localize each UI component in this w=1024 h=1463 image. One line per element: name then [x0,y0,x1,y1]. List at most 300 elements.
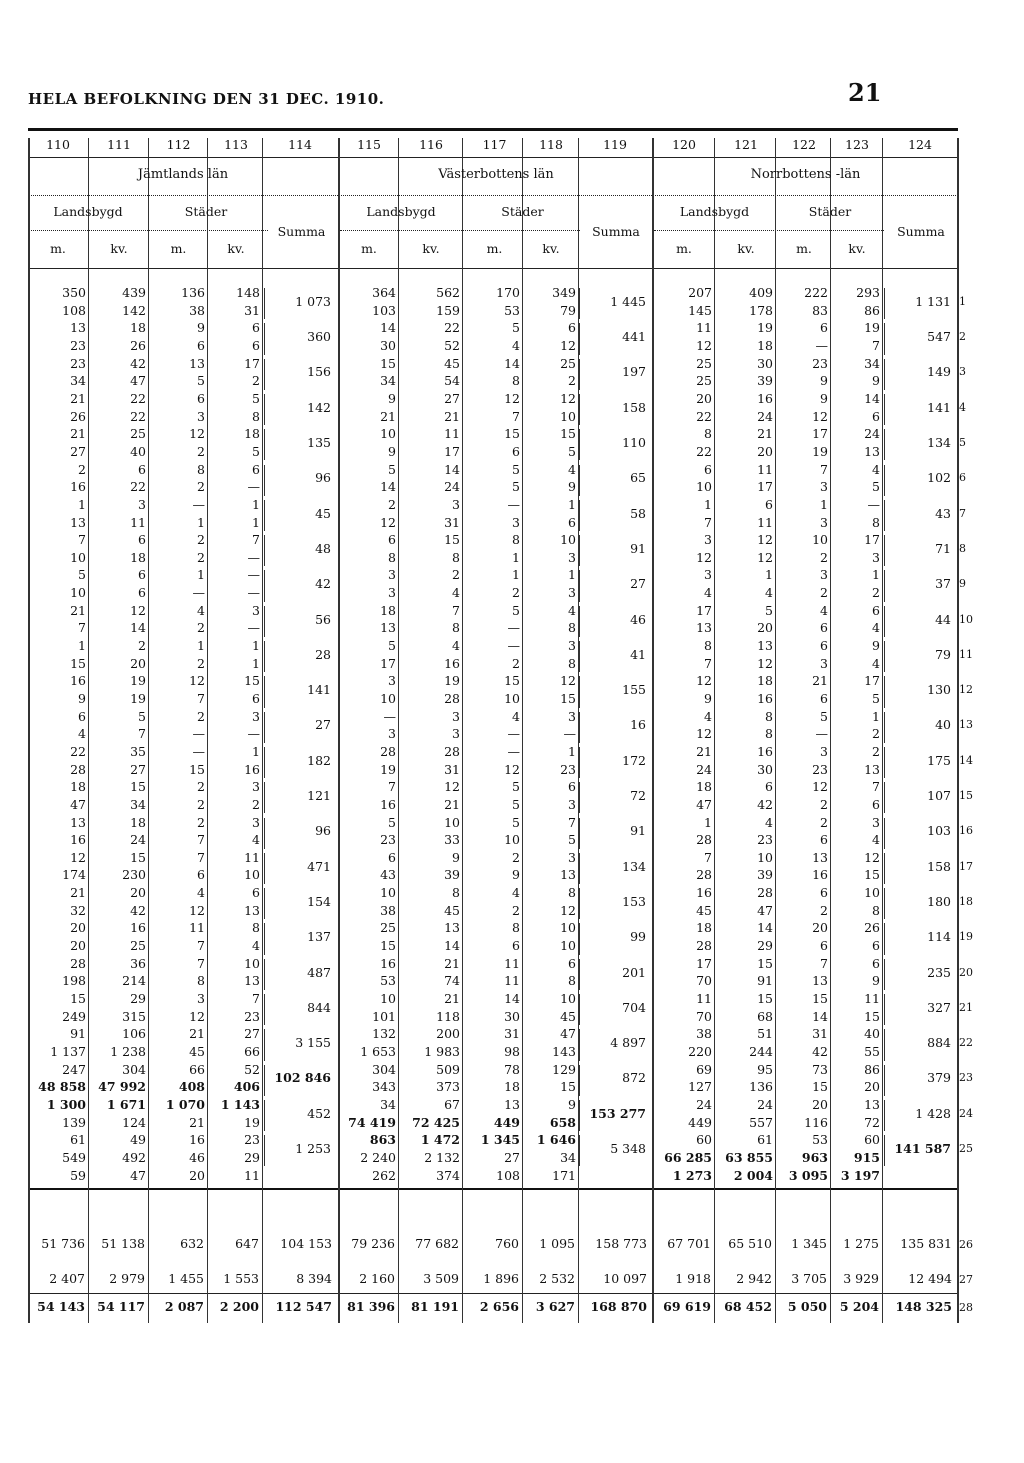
table-cell: 6 [388,849,396,865]
row-sum: 103 [927,823,951,839]
row-sum: 27 [630,576,646,592]
table-cell: 3 [512,514,520,530]
row-sum: 153 [622,893,646,909]
table-cell: 28 [444,691,460,706]
table-cell: 5 [872,691,880,706]
pair-brace [579,747,583,778]
table-cell: 34 [130,796,146,812]
row-sum: 1 428 [915,1105,951,1121]
table-cell: — [507,638,520,653]
total-cell: 77 682 [415,1236,459,1251]
table-cell: 10 [560,532,576,548]
table-cell: 6 [197,337,205,353]
table-cell: 373 [436,1079,460,1095]
table-cell: 8 [512,373,520,389]
table-cell: 2 [252,373,260,389]
table-cell: 10 [504,832,520,848]
table-cell: 22 [696,408,712,424]
table-cell: 6 [512,443,520,459]
table-cell: 46 [189,1149,205,1165]
table-cell: 39 [444,867,460,883]
table-cell: 4 [512,885,520,901]
row-number: 20 [959,965,973,979]
pair-brace [884,288,888,319]
total-cell: 79 236 [351,1236,395,1251]
table-cell: 220 [688,1043,712,1059]
row-sum: 37 [935,576,951,592]
table-cell: 9 [78,691,86,706]
table-cell: 28 [696,867,712,883]
table-cell: 8 [872,902,880,918]
table-cell: 3 [252,602,260,618]
table-cell: 21 [189,1026,205,1042]
table-cell: 11 [130,514,146,530]
table-cell: 16 [757,390,773,406]
table-cell: 4 [872,832,880,848]
table-cell: 12 [757,532,773,548]
pair-brace [264,923,268,954]
table-cell: 6 [252,320,260,336]
row-sum: 141 587 [894,1141,951,1156]
row-number: 5 [959,436,966,449]
header-stader: Städer [501,204,544,219]
table-cell: 349 [552,285,576,300]
table-cell: 3 [568,549,576,565]
table-cell: 2 [197,532,205,548]
table-cell: 16 [696,885,712,901]
row-sum: 45 [315,505,331,521]
table-cell: 12 [812,408,828,424]
table-cell: 4 [512,337,520,353]
table-cell: 53 [812,1132,828,1148]
header-landsbygd: Landsbygd [366,204,436,219]
table-cell: 12 [560,337,576,353]
table-cell: 1 [820,496,828,512]
table-cell: 23 [812,761,828,777]
row-sum: 156 [307,364,331,380]
table-cell: 9 [388,443,396,459]
rule-sub3 [654,230,884,231]
table-cell: 1 [252,638,260,653]
table-cell: 13 [812,849,828,865]
table-cell: 1 [512,549,520,565]
table-cell: 70 [696,1008,712,1024]
table-cell: 1 137 [50,1043,86,1059]
pair-brace [579,712,583,743]
row-sum: 102 846 [274,1070,331,1086]
table-cell: 27 [504,1149,520,1165]
table-cell: 2 [512,585,520,600]
pair-brace [579,641,583,672]
pair-brace [264,500,268,531]
table-cell: 32 [70,902,86,918]
row-sum: 42 [315,576,331,592]
table-cell: 5 [388,814,396,830]
table-cell: 6 [138,585,146,600]
table-cell: 1 [765,567,773,583]
table-cell: 34 [380,373,396,389]
pair-brace [579,853,583,884]
table-cell: 31 [444,514,460,530]
table-cell: 5 [568,832,576,848]
table-cell: 7 [197,691,205,706]
table-cell: 1 238 [110,1043,146,1059]
row-sum: 44 [935,611,951,627]
table-cell: 18 [696,779,712,795]
total-cell: 1 095 [539,1236,575,1251]
pair-brace [264,782,268,813]
table-cell: 7 [820,461,828,477]
rule-colnum [28,157,958,158]
header-kv: kv. [737,241,755,256]
table-cell: 21 [812,673,828,689]
table-cell: 34 [70,373,86,389]
pair-brace [579,1065,583,1096]
table-cell: — [563,726,576,742]
table-cell: 8 [568,620,576,636]
table-cell: 1 [568,496,576,512]
table-cell: 2 [512,849,520,865]
total-cell: 2 160 [359,1271,395,1286]
pair-brace [264,994,268,1025]
row-sum: 135 [307,435,331,450]
pair-brace [264,465,268,496]
table-cell: 12 [757,655,773,671]
table-cell: 170 [496,285,520,300]
table-cell: 74 419 [348,1114,396,1130]
table-cell: 16 [757,691,773,706]
pair-brace [884,712,888,743]
table-cell: 9 [568,479,576,495]
table-cell: 18 [244,426,260,442]
header-landsbygd: Landsbygd [679,204,750,219]
table-cell: 72 [864,1114,880,1130]
table-cell: 13 [70,320,86,336]
table-cell: 15 [864,1008,880,1024]
table-cell: 29 [757,938,773,953]
table-cell: — [247,620,260,636]
row-sum: 180 [927,893,951,909]
pair-brace [579,500,583,531]
pair-brace [884,535,888,566]
table-cell: 47 [130,373,146,389]
table-cell: 11 [244,849,260,865]
row-number: 7 [959,506,966,520]
pair-brace [884,394,888,425]
table-cell: 4 [197,602,205,618]
table-cell: 15 [757,955,773,971]
table-cell: 3 [388,726,396,742]
table-cell: 658 [549,1114,576,1130]
header-m: m. [50,241,66,256]
table-cell: 8 [512,532,520,548]
table-cell: 12 [696,726,712,742]
row-number: 2 [959,330,966,344]
total-cell: 3 705 [791,1271,827,1286]
row-sum: 327 [927,999,951,1015]
table-cell: 4 [872,655,880,671]
table-cell: — [192,496,205,512]
column-number: 118 [539,137,563,152]
table-cell: 24 [757,408,773,424]
table-cell: 12 [696,337,712,353]
table-cell: 214 [122,973,146,989]
table-cell: 2 [197,549,205,565]
table-cell: 5 [512,814,520,830]
table-cell: 48 858 [38,1079,86,1095]
table-cell: 15 [864,867,880,883]
table-cell: 9 [197,320,205,336]
table-cell: 19 [380,761,396,777]
table-cell: 35 [130,743,146,759]
table-cell: 6 [568,514,576,530]
header-kv: kv. [848,241,866,256]
table-cell: 98 [504,1043,520,1059]
row-number: 13 [959,718,973,732]
table-cell: 2 [197,655,205,671]
pair-brace [884,818,888,849]
table-cell: 9 [512,867,520,883]
table-cell: — [247,726,260,742]
column-divider [522,138,523,1323]
table-cell: 19 [444,673,460,689]
table-cell: 2 [252,796,260,812]
pair-brace [579,1135,583,1166]
table-cell: 6 [820,320,828,336]
pair-brace [579,323,583,354]
row-sum: 137 [307,929,331,945]
table-cell: 6 [197,867,205,883]
table-cell: 3 [568,708,576,724]
table-cell: 38 [696,1026,712,1042]
pair-brace [884,465,888,496]
table-cell: 22 [444,320,460,336]
pair-brace [884,782,888,813]
table-cell: 6 [568,955,576,971]
table-cell: 3 [704,532,712,548]
table-cell: 34 [380,1096,396,1112]
table-cell: 27 [130,761,146,777]
table-cell: 72 425 [412,1114,460,1130]
table-cell: 23 [380,832,396,848]
table-cell: 116 [804,1114,828,1130]
table-cell: 408 [178,1079,205,1095]
table-cell: 18 [130,320,146,336]
table-cell: 12 [696,673,712,689]
pair-brace [579,959,583,990]
row-sum: 27 [315,717,331,733]
table-cell: — [192,585,205,600]
table-cell: 1 [197,514,205,530]
table-cell: 409 [749,285,773,300]
table-cell: 10 [244,867,260,883]
pair-brace [264,676,268,707]
table-cell: 66 [189,1061,205,1077]
table-cell: 20 [130,655,146,671]
table-cell: 59 [70,1167,86,1183]
table-cell: 8 [197,973,205,989]
table-cell: 10 [70,585,86,600]
table-cell: 108 [62,302,86,318]
table-cell: 4 [78,726,86,742]
table-cell: 54 [444,373,460,389]
table-cell: 24 [444,479,460,495]
table-cell: 1 070 [165,1096,205,1112]
table-cell: 9 [452,849,460,865]
table-cell: 101 [372,1008,396,1024]
table-cell: 2 [197,814,205,830]
table-cell: 14 [130,620,146,636]
table-cell: 14 [444,461,460,477]
row-sum: 71 [935,540,951,556]
table-cell: 5 [512,479,520,495]
table-cell: 1 646 [536,1132,576,1148]
table-cell: 1 [252,496,260,512]
table-cell: 139 [62,1114,86,1130]
table-cell: 47 [130,1167,146,1183]
table-cell: 6 [872,408,880,424]
table-cell: 7 [512,408,520,424]
table-cell: 7 [704,514,712,530]
table-cell: 23 [244,1132,260,1148]
table-cell: 2 [197,443,205,459]
table-cell: 38 [380,902,396,918]
table-cell: 13 [244,973,260,989]
total-cell: 8 394 [296,1271,332,1286]
pair-brace [579,359,583,390]
table-cell: 3 [388,673,396,689]
table-cell: 6 [252,885,260,901]
table-cell: 3 [820,743,828,759]
table-cell: 557 [749,1114,773,1130]
table-cell: 27 [244,1026,260,1042]
table-cell: 304 [372,1061,396,1077]
table-cell: 6 [252,461,260,477]
total-cell: 10 097 [603,1271,647,1286]
table-cell: 24 [696,761,712,777]
total-cell: 2 200 [219,1299,259,1314]
table-cell: 13 [757,638,773,653]
table-cell: 24 [130,832,146,848]
table-cell: 108 [496,1167,520,1183]
table-cell: 7 [252,991,260,1006]
pair-brace [264,394,268,425]
table-cell: — [247,567,260,583]
rule-before-total [28,1293,958,1294]
table-cell: 4 [452,585,460,600]
table-cell: 6 [138,532,146,548]
total-cell: 2 087 [164,1299,204,1314]
table-cell: 106 [122,1026,146,1042]
table-cell: 18 [757,337,773,353]
table-cell: 13 [189,355,205,371]
pair-brace [579,606,583,637]
table-cell: 47 [757,902,773,918]
table-cell: 6 [252,691,260,706]
column-number: 115 [357,137,381,152]
table-cell: 78 [504,1061,520,1077]
table-cell: 8 [568,885,576,901]
table-cell: 8 [252,408,260,424]
table-cell: 1 [197,638,205,653]
table-cell: 9 [872,973,880,989]
table-cell: 52 [244,1061,260,1077]
table-cell: 18 [130,549,146,565]
row-sum: 360 [307,329,331,345]
table-cell: 30 [757,761,773,777]
table-cell: 4 [765,585,773,600]
total-cell: 5 204 [839,1299,879,1314]
total-cell: 1 455 [168,1271,204,1286]
row-sum: 201 [622,964,646,980]
row-sum: 121 [307,788,331,803]
table-cell: 25 [696,373,712,389]
pair-brace [579,1100,583,1131]
table-cell: 55 [864,1043,880,1059]
table-cell: 1 [872,567,880,583]
row-sum: 65 [630,470,646,486]
table-cell: 42 [757,796,773,812]
pair-brace [579,465,583,496]
table-cell: 25 [696,355,712,371]
pair-brace [884,359,888,390]
table-cell: 439 [122,285,146,300]
table-cell: — [507,743,520,759]
table-cell: 12 [444,779,460,795]
row-sum: 28 [315,646,331,662]
pair-brace [884,994,888,1025]
table-cell: 61 [757,1132,773,1148]
table-cell: 2 [138,638,146,653]
table-cell: 17 [696,602,712,618]
table-cell: 8 [388,549,396,565]
table-cell: 1 [872,708,880,724]
table-cell: 4 [872,461,880,477]
table-cell: 1 472 [420,1132,460,1148]
table-cell: 1 [704,496,712,512]
table-cell: 343 [372,1079,396,1095]
table-cell: 83 [812,302,828,318]
pair-brace [884,923,888,954]
table-cell: 136 [181,285,205,300]
table-cell: 13 [560,867,576,883]
table-cell: 19 [244,1114,260,1130]
table-cell: 3 [452,708,460,724]
table-cell: 17 [444,443,460,459]
table-cell: 262 [372,1167,396,1183]
table-cell: 3 [197,991,205,1006]
row-sum: 155 [622,682,646,698]
table-cell: 1 [252,655,260,671]
table-cell: 6 [820,938,828,953]
table-cell: 91 [757,973,773,989]
table-cell: 509 [436,1061,460,1077]
table-cell: 70 [696,973,712,989]
table-cell: 3 [452,726,460,742]
rule-body-bottom [28,1188,958,1190]
row-sum: 72 [630,788,646,803]
table-cell: 15 [812,1079,828,1095]
pair-brace [884,570,888,601]
table-cell: 10 [444,814,460,830]
table-cell: 6 [872,955,880,971]
table-cell: — [192,743,205,759]
header-summa: Summa [592,224,640,239]
row-number: 21 [959,1000,973,1014]
table-cell: 2 [872,726,880,742]
table-cell: 42 [130,355,146,371]
table-cell: 16 [444,655,460,671]
